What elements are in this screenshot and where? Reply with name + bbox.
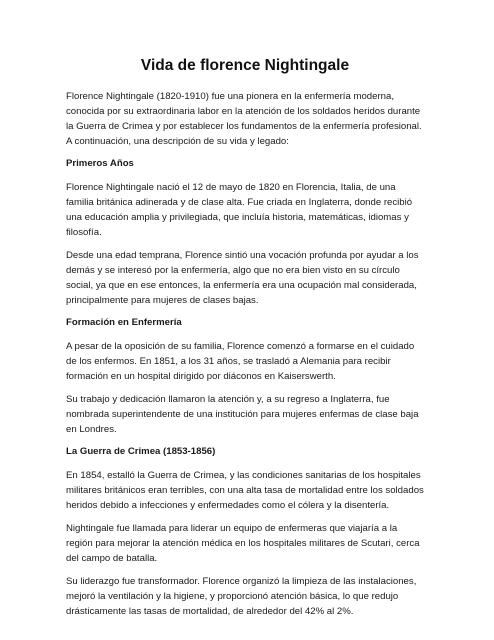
body-paragraph: Su liderazgo fue transformador. Florence organizó la limpieza de las instalaciones, mejoró la ventilación y la higiene, y proporcionó atención básica, lo que redujo drásticamente las tasas de mortalidad, de alrededor del 42% al 2%. bbox=[66, 576, 417, 617]
body-paragraph: A pesar de la oposición de su familia, Florence comenzó a formarse en el cuidado de los enfermos. En 1851, a los 31 años, se trasladó a Alemania para recibir formación en un hospital dirigido por diáconos en Kaiserswerth. bbox=[66, 341, 415, 382]
body-paragraph: Nightingale fue llamada para liderar un equipo de enfermeras que viajaría a la región para mejorar la atención médica en los hospitales militares de Scutari, cerca del campo de batalla. bbox=[66, 523, 420, 564]
section-heading: Primeros Años bbox=[66, 158, 134, 169]
body-paragraph: Desde una edad temprana, Florence sintió una vocación profunda por ayudar a los demás y se interesó por la enfermería, algo que no era bien visto en su círculo social, ya que en ese entonces, la enfermería era una ocupación mal considerada, principalmente para mujeres de clases bajas. bbox=[66, 250, 419, 306]
section-guerra-crimea bbox=[66, 445, 424, 619]
section-heading: Formación en Enfermería bbox=[66, 317, 182, 328]
section-primeros-anos bbox=[66, 157, 424, 308]
body-paragraph: En 1854, estalló la Guerra de Crimea, y las condiciones sanitarias de los hospitales militares británicos eran terribles, con una alta tasa de mortalidad entre los soldados heridos debido a infecciones y enfermedades como el cólera y la disentería. bbox=[66, 470, 424, 511]
body-paragraph: Su trabajo y dedicación llamaron la atención y, a su regreso a Inglaterra, fue nombrada superintendente de una institución para mujeres enfermas de clase baja en Londres. bbox=[66, 394, 419, 435]
section-heading: La Guerra de Crimea (1853-1856) bbox=[66, 446, 216, 457]
body-paragraph: Florence Nightingale nació el 12 de mayo de 1820 en Florencia, Italia, de una familia británica adinerada y de clase alta. Fue criada en Inglaterra, donde recibió una educación amplia y privilegiada, que incluía historia, matemáticas, idiomas y filosofía. bbox=[66, 182, 413, 238]
section-formacion-enfermeria bbox=[66, 316, 424, 437]
document-title: Vida de florence Nightingale bbox=[140, 57, 350, 74]
intro-paragraph: Florence Nightingale (1820-1910) fue una pionera en la enfermería moderna, conocida por su extraordinaria labor en la atención de los soldados heridos durante la Guerra de Crimea y por establecer los fundamentos de la enfermería profesional. A continuación, una descripción de su vida y legado: bbox=[66, 91, 422, 147]
